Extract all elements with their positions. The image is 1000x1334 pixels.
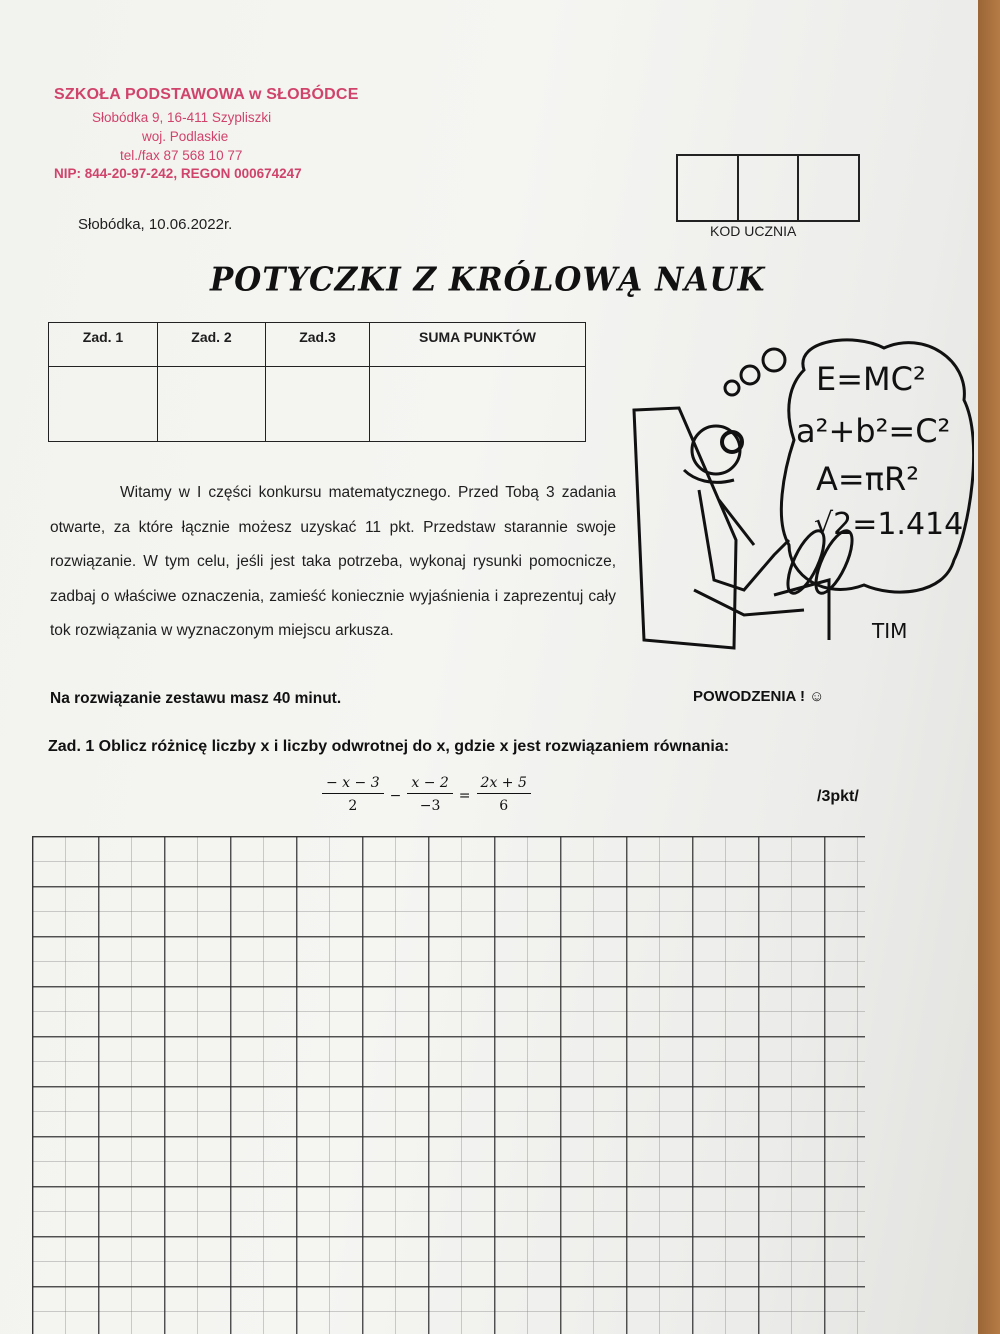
equation-minus-operator: − bbox=[389, 787, 402, 804]
score-table-header-row bbox=[49, 323, 586, 367]
score-header-task1: Zad. 1 bbox=[49, 323, 158, 367]
task1-points: /3pkt/ bbox=[817, 788, 859, 805]
cartoon-formula-4: √2=1.414 bbox=[814, 507, 964, 542]
time-limit-note: Na rozwiązanie zestawu masz 40 minut. bbox=[50, 690, 342, 707]
cartoon-formula-3: A=πR² bbox=[816, 460, 920, 498]
score-header-total: SUMA PUNKTÓW bbox=[370, 323, 586, 367]
student-code-cell-1[interactable] bbox=[678, 156, 739, 220]
stamp-school-name: SZKOŁA PODSTAWOWA w SŁOBÓDCE bbox=[54, 86, 359, 103]
score-table bbox=[48, 322, 586, 442]
fraction-1-numerator: − x − 3 bbox=[322, 775, 384, 794]
score-header-task2: Zad. 2 bbox=[158, 323, 266, 367]
good-luck-message: POWODZENIA ! ☺ bbox=[693, 688, 825, 705]
task1-prompt: Zad. 1 Oblicz różnicę liczby x i liczby odwrotnej do x, gdzie x jest rozwiązaniem równania: bbox=[48, 738, 730, 755]
score-cell-task1[interactable] bbox=[49, 367, 158, 442]
equation-fraction-3 bbox=[477, 775, 531, 814]
fraction-2-denominator: −3 bbox=[419, 798, 441, 814]
student-code-box[interactable] bbox=[676, 154, 860, 222]
stamp-address: Słobódka 9, 16-411 Szypliszki bbox=[92, 110, 272, 125]
fraction-1-denominator: 2 bbox=[348, 798, 358, 814]
score-header-task3: Zad.3 bbox=[266, 323, 370, 367]
stamp-region: woj. Podlaskie bbox=[142, 129, 229, 144]
stamp-nip: NIP: 844-20-97-242, REGON 000674247 bbox=[54, 166, 302, 181]
fraction-2-numerator: x − 2 bbox=[407, 775, 452, 794]
score-table-value-row[interactable] bbox=[49, 367, 586, 442]
fraction-3-numerator: 2x + 5 bbox=[477, 775, 531, 794]
equation-fraction-2 bbox=[407, 775, 452, 814]
document-date: Słobódka, 10.06.2022r. bbox=[78, 216, 233, 233]
score-cell-task2[interactable] bbox=[158, 367, 266, 442]
student-code-label: KOD UCZNIA bbox=[710, 223, 797, 239]
answer-grid-area[interactable] bbox=[32, 836, 865, 1334]
page-title: POTYCZKI Z KRÓLOWĄ NAUK bbox=[210, 261, 766, 299]
wooden-table-edge bbox=[978, 0, 1000, 1334]
student-code-cell-2[interactable] bbox=[739, 156, 800, 220]
task1-equation bbox=[320, 775, 533, 814]
equation-equals-operator: = bbox=[458, 787, 471, 804]
cartoon-formula-2: a²+b²=C² bbox=[796, 412, 951, 450]
fraction-3-denominator: 6 bbox=[499, 798, 509, 814]
cartoon-signature: TIM bbox=[872, 619, 908, 643]
stamp-phone: tel./fax 87 568 10 77 bbox=[120, 148, 243, 163]
score-cell-task3[interactable] bbox=[266, 367, 370, 442]
intro-paragraph: Witamy w I części konkursu matematycznego. Przed Tobą 3 zadania otwarte, za które łącznie możesz uzyskać 11 pkt. Przedstaw starannie swoje rozwiązanie. W tym celu, jeśli jest taka potrzeba, wykonaj rysunki pomocnicze, zadbaj o właściwe oznaczenia, zamieść koniecznie wyjaśnienia i zaprezentuj cały tok rozwiązania w wyznaczonym miejscu arkusza. bbox=[50, 484, 616, 639]
cartoon-formula-1: E=MC² bbox=[816, 360, 926, 398]
professor-cartoon-illustration bbox=[624, 330, 974, 650]
score-cell-total[interactable] bbox=[370, 367, 586, 442]
student-code-cell-3[interactable] bbox=[799, 156, 858, 220]
equation-fraction-1 bbox=[322, 775, 384, 814]
